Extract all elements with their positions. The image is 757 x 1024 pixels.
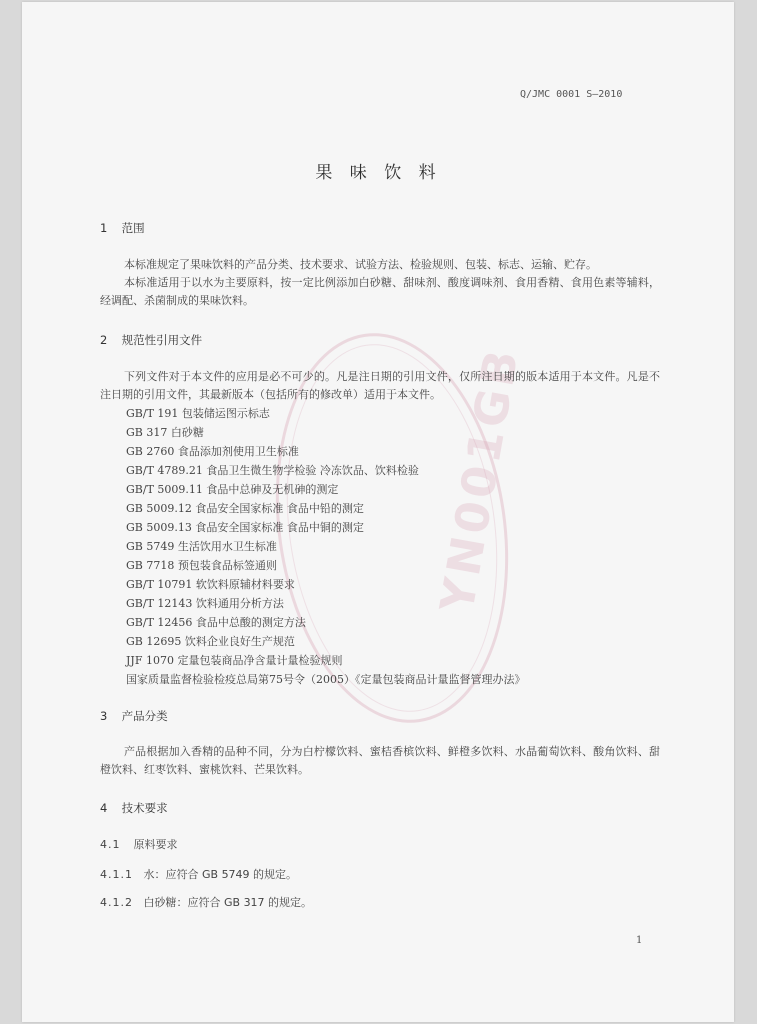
reference-item: GB 7718 预包装食品标签通则 [126,559,277,572]
section-3-heading [100,708,168,724]
subsection-4-1-1 [100,866,297,882]
section-title: 技术要求 [121,801,168,815]
section-number: 1 [100,221,108,235]
scope-paragraph-2: 本标准适用于以水为主要原料，按一定比例添加白砂糖、甜味剂、酸度调味剂、食用香精、食用色素等辅料，经调配、杀菌制成的果味饮料。 [100,276,660,307]
section-4-heading [100,800,168,816]
section-title: 产品分类 [121,709,168,723]
reference-item: JJF 1070 定量包装商品净含量计量检验规则 [126,654,343,667]
section-number: 4 [100,801,108,815]
reference-item: GB 12695 饮料企业良好生产规范 [126,635,295,648]
subsection-4-1 [100,836,178,852]
section-2-heading [100,332,202,348]
subsection-text: 白砂糖：应符合 GB 317 的规定。 [143,896,313,909]
classification-paragraph: 产品根据加入香精的品种不同，分为白柠檬饮料、蜜桔香槟饮料、鲜橙多饮料、水晶葡萄饮料、酸角饮料、甜橙饮料、红枣饮料、蜜桃饮料、芒果饮料。 [100,745,660,776]
section-number: 2 [100,333,108,347]
subsection-number: 4.1 [100,838,121,851]
seal-stamp-text: YN001GB [429,342,530,617]
reference-item: 国家质量监督检验检疫总局第75号令（2005）《定量包装商品计量监督管理办法》 [126,673,526,686]
subsection-text: 水：应符合 GB 5749 的规定。 [143,868,298,881]
section-number: 3 [100,709,108,723]
document-title: 果 味 饮 料 [315,163,442,183]
scope-paragraph-1: 本标准规定了果味饮料的产品分类、技术要求、试验方法、检验规则、包装、标志、运输、贮存。 [124,258,597,271]
reference-item: GB/T 10791 软饮料原辅材料要求 [126,578,295,591]
reference-item: GB/T 12456 食品中总酸的测定方法 [126,616,306,629]
reference-item: GB/T 191 包装储运图示标志 [126,407,270,420]
page-number: 1 [636,935,643,946]
subsection-number: 4.1.1 [100,868,133,881]
reference-item: GB/T 4789.21 食品卫生微生物学检验 冷冻饮品、饮料检验 [126,464,419,477]
references-intro: 下列文件对于本文件的应用是必不可少的。凡是注日期的引用文件，仅所注日期的版本适用于本文件。凡是不注日期的引用文件，其最新版本（包括所有的修改单）适用于本文件。 [100,370,660,401]
document-code: Q/JMC 0001 S—2010 [520,89,623,100]
section-1-heading [100,220,145,236]
subsection-number: 4.1.2 [100,896,133,909]
reference-item: GB 5749 生活饮用水卫生标准 [126,540,277,553]
reference-item: GB 5009.12 食品安全国家标准 食品中铅的测定 [126,502,364,515]
section-title: 规范性引用文件 [121,333,203,347]
reference-item: GB 5009.13 食品安全国家标准 食品中铜的测定 [126,521,364,534]
reference-item: GB 2760 食品添加剂使用卫生标准 [126,445,299,458]
reference-item: GB 317 白砂糖 [126,426,204,439]
reference-item: GB/T 5009.11 食品中总砷及无机砷的测定 [126,483,339,496]
subsection-title: 原料要求 [133,838,178,851]
reference-item: GB/T 12143 饮料通用分析方法 [126,597,284,610]
section-title: 范围 [121,221,145,235]
subsection-4-1-2 [100,894,312,910]
